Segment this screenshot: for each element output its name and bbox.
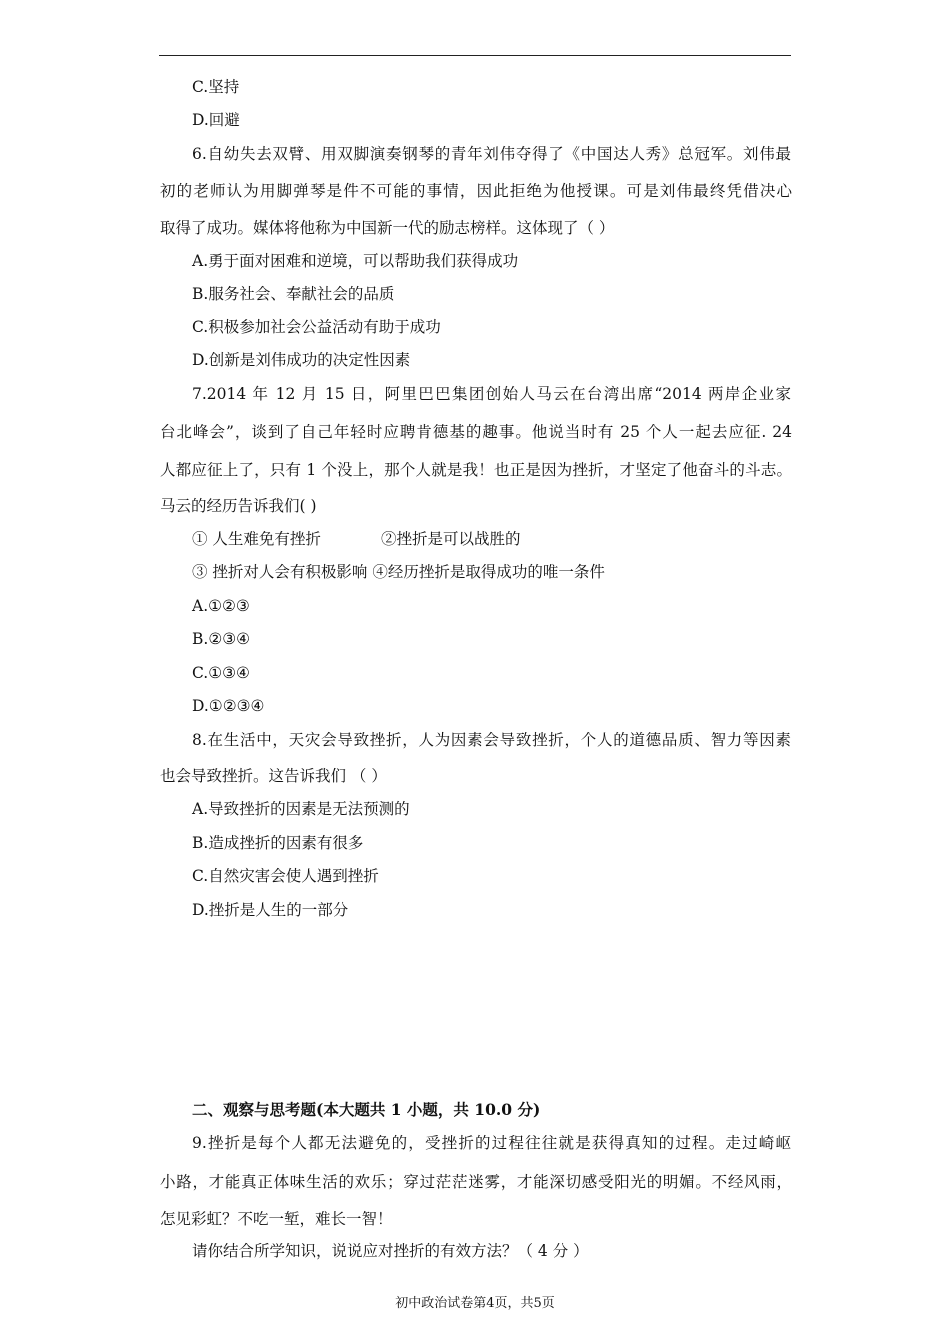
q7-option-b: B.②③④	[192, 630, 251, 648]
q7-option-d: D.①②③④	[192, 697, 265, 715]
q6-stem-line-3: 取得了成功。媒体将他称为中国新一代的励志榜样。这体现了（ ）	[160, 219, 615, 237]
q8-stem-line-2: 也会导致挫折。这告诉我们 （ ）	[160, 767, 387, 785]
q6-option-d: D.创新是刘伟成功的决定性因素	[192, 351, 411, 369]
q7-statement-2: ②挫折是可以战胜的	[381, 530, 521, 548]
q8-stem-line-1: 8.在生活中，天灾会导致挫折，人为因素会导致挫折，个人的道德品质、智力等因素	[192, 731, 791, 749]
header-rule	[159, 55, 791, 56]
q9-stem-line-2: 小路，才能真正体味生活的欢乐；穿过茫茫迷雾，才能深切感受阳光的明媚。不经风雨，	[160, 1173, 792, 1191]
q6-option-c: C.积极参加社会公益活动有助于成功	[192, 318, 441, 336]
q9-stem-line-3: 怎见彩虹？不吃一堑，难长一智！	[160, 1210, 393, 1228]
q7-statement-3-4: ③ 挫折对人会有积极影响 ④经历挫折是取得成功的唯一条件	[192, 563, 605, 581]
q8-option-b: B.造成挫折的因素有很多	[192, 834, 364, 852]
q7-option-c: C.①③④	[192, 664, 250, 682]
q8-option-d: D.挫折是人生的一部分	[192, 901, 349, 919]
q7-stem-line-1: 7.2014 年 12 月 15 日，阿里巴巴集团创始人马云在台湾出席“2014 两岸企业家	[192, 385, 791, 403]
q7-option-a: A.①②③	[192, 597, 250, 615]
q5-option-d: D.回避	[192, 111, 240, 129]
q7-stem-line-4: 马云的经历告诉我们( )	[160, 497, 317, 515]
q7-statement-1: ① 人生难免有挫折	[192, 530, 321, 548]
q6-option-b: B.服务社会、奉献社会的品质	[192, 285, 395, 303]
q6-option-a: A.勇于面对困难和逆境，可以帮助我们获得成功	[192, 252, 519, 270]
q9-stem-line-1: 9.挫折是每个人都无法避免的，受挫折的过程往往就是获得真知的过程。走过崎岖	[192, 1134, 791, 1152]
q6-stem-line-2: 初的老师认为用脚弹琴是件不可能的事情，因此拒绝为他授课。可是刘伟最终凭借决心	[160, 182, 792, 200]
section-2-heading: 二、观察与思考题(本大题共 1 小题，共 10.0 分)	[192, 1100, 541, 1119]
q9-prompt: 请你结合所学知识，说说应对挫折的有效方法？（ 4 分 ）	[192, 1242, 589, 1260]
q6-stem-line-1: 6.自幼失去双臂、用双脚演奏钢琴的青年刘伟夺得了《中国达人秀》总冠军。刘伟最	[192, 145, 791, 163]
q5-option-c: C.坚持	[192, 78, 240, 96]
q8-option-a: A.导致挫折的因素是无法预测的	[192, 800, 410, 818]
q8-option-c: C.自然灾害会使人遇到挫折	[192, 867, 379, 885]
q7-stem-line-3: 人都应征上了，只有 1 个没上，那个人就是我！也正是因为挫折，才坚定了他奋斗的斗志。	[160, 461, 792, 479]
q7-stem-line-2: 台北峰会”，谈到了自己年轻时应聘肯德基的趣事。他说当时有 25 个人一起去应征. 24	[160, 423, 792, 441]
page-footer: 初中政治试卷第4页，共5页	[395, 1296, 555, 1311]
